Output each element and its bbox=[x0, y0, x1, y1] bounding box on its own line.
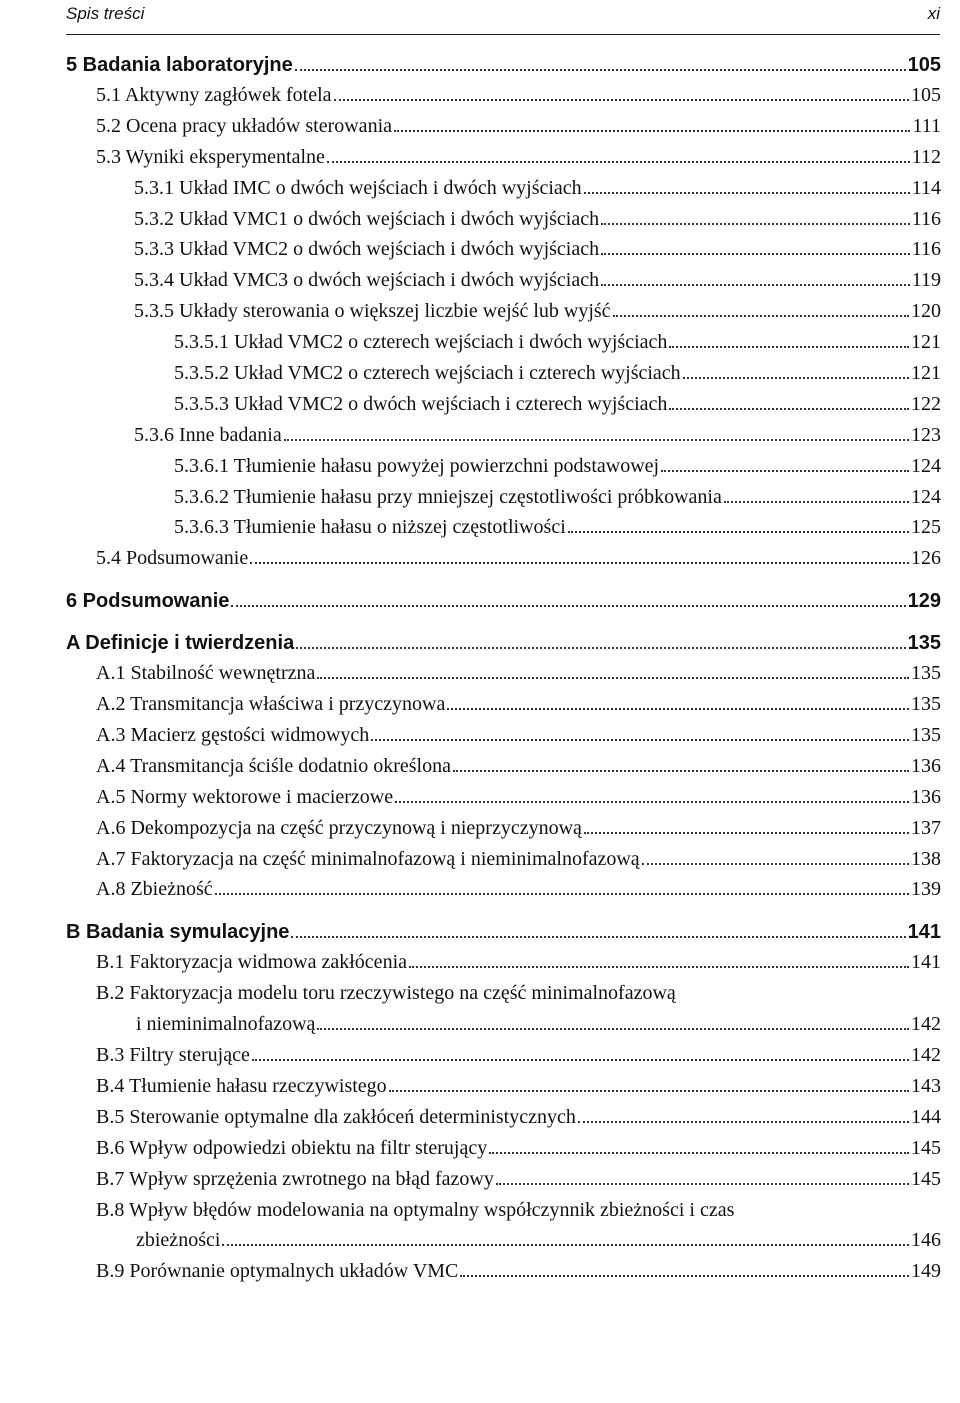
dot-leader bbox=[447, 708, 909, 710]
toc-entry-row bbox=[96, 878, 941, 909]
dot-leader bbox=[231, 605, 905, 607]
toc-entry-title: 5.3.5.1 Układ VMC2 o czterech wejściach i dwóch wyjściach bbox=[174, 331, 668, 354]
toc-entry-title: A.3 Macierz gęstości widmowych bbox=[96, 724, 370, 747]
dot-leader bbox=[317, 1028, 909, 1030]
toc-entry-title: B.2 Faktoryzacja modelu toru rzeczywistego na część minimalnofazową bbox=[96, 982, 676, 1005]
toc-entry-title: 5.3 Wyniki eksperymentalne bbox=[96, 145, 325, 168]
toc-entry-row bbox=[134, 177, 941, 208]
toc-entry-title: B.5 Sterowanie optymalne dla zakłóceń deterministycznych bbox=[96, 1105, 576, 1128]
toc-entry-title: 5.3.5.3 Układ VMC2 o dwóch wejściach i czterech wyjściach bbox=[174, 392, 668, 415]
toc-entry-row bbox=[134, 269, 941, 300]
toc-entry-title: 5.3.3 Układ VMC2 o dwóch wejściach i dwóch wyjściach bbox=[134, 238, 600, 261]
toc-entry-row bbox=[96, 755, 941, 786]
toc-entry-title: 5.3.6.3 Tłumienie hałasu o niższej częstotliwości bbox=[174, 516, 566, 539]
toc-section-entry[interactable] bbox=[66, 115, 941, 146]
dot-leader bbox=[295, 69, 906, 71]
dot-leader bbox=[334, 99, 910, 101]
toc-section-entry[interactable] bbox=[66, 393, 941, 424]
toc-page-number: 121 bbox=[911, 331, 941, 354]
toc-section-entry[interactable] bbox=[66, 1075, 941, 1106]
header-section-title: Spis treści bbox=[66, 4, 145, 23]
toc-section-entry[interactable] bbox=[66, 951, 941, 982]
toc-section-entry[interactable] bbox=[66, 724, 941, 755]
toc-entry-row bbox=[96, 817, 941, 848]
dot-leader bbox=[317, 677, 909, 679]
toc-entry-title: B.1 Faktoryzacja widmowa zakłócenia bbox=[96, 951, 407, 974]
toc-entry-title: zbieżności bbox=[136, 1229, 221, 1252]
toc-section-entry[interactable] bbox=[66, 146, 941, 177]
toc-entry-title: B.9 Porównanie optymalnych układów VMC bbox=[96, 1260, 459, 1283]
toc-page-number: 126 bbox=[911, 547, 941, 570]
toc-page-number: 124 bbox=[911, 454, 941, 477]
toc-page-number: 135 bbox=[911, 724, 941, 747]
toc-entry-title: B.3 Filtry sterujące bbox=[96, 1044, 250, 1067]
toc-entry-title: A.2 Transmitancja właściwa i przyczynowa bbox=[96, 693, 446, 716]
toc-entry-row bbox=[134, 300, 941, 331]
dot-leader bbox=[613, 315, 909, 317]
toc-page-number: 114 bbox=[911, 176, 941, 199]
toc-page-number: 116 bbox=[911, 238, 941, 261]
dot-leader bbox=[584, 832, 909, 834]
dot-leader bbox=[389, 1090, 909, 1092]
dot-leader bbox=[291, 936, 905, 938]
toc-page-number: 137 bbox=[911, 816, 941, 839]
toc-section-entry[interactable] bbox=[66, 424, 941, 455]
toc-entry-title: 5.3.6.1 Tłumienie hałasu powyżej powierzchni podstawowej bbox=[174, 454, 660, 477]
toc-entry-row bbox=[174, 362, 941, 393]
running-header bbox=[66, 0, 940, 35]
dot-leader bbox=[601, 223, 910, 225]
toc-page-number: 111 bbox=[912, 114, 941, 137]
dot-leader bbox=[601, 253, 910, 255]
toc-entry-title: 6 Podsumowanie bbox=[66, 590, 230, 613]
toc-entry-title: B.4 Tłumienie hałasu rzeczywistego bbox=[96, 1074, 387, 1097]
toc-entry-title: A.1 Stabilność wewnętrzna bbox=[96, 662, 316, 685]
toc-section-entry[interactable] bbox=[66, 269, 941, 300]
toc-section-entry[interactable] bbox=[66, 662, 941, 693]
toc-page-number: 121 bbox=[911, 362, 941, 385]
toc-page-number: 138 bbox=[911, 847, 941, 870]
toc-page-number: 129 bbox=[907, 590, 941, 613]
toc-page-number: 125 bbox=[911, 516, 941, 539]
dot-leader bbox=[724, 501, 909, 503]
dot-leader bbox=[409, 966, 909, 968]
toc-entry-row bbox=[66, 590, 941, 620]
toc-entry-row bbox=[96, 1229, 941, 1260]
toc-section-entry[interactable] bbox=[66, 848, 941, 879]
toc-section-entry[interactable] bbox=[66, 878, 941, 909]
toc-entry-row bbox=[96, 848, 941, 879]
toc-entry-row bbox=[96, 786, 941, 817]
toc-page-number: 112 bbox=[911, 145, 941, 168]
toc-section-entry[interactable] bbox=[66, 755, 941, 786]
toc-page-number: 144 bbox=[911, 1105, 941, 1128]
dot-leader bbox=[642, 863, 909, 865]
toc-entry-row bbox=[134, 424, 941, 455]
toc-page-number: 143 bbox=[911, 1074, 941, 1097]
toc-chapter-entry[interactable] bbox=[66, 921, 941, 951]
toc-entry-title: A.5 Normy wektorowe i macierzowe bbox=[96, 785, 394, 808]
toc-page-number: 105 bbox=[911, 84, 941, 106]
toc-entry-row bbox=[96, 724, 941, 755]
toc-entry-row bbox=[174, 331, 941, 362]
toc-entry-row bbox=[96, 1260, 941, 1291]
toc-entry-title: 5.3.6.2 Tłumienie hałasu przy mniejszej częstotliwości próbkowania bbox=[174, 485, 722, 508]
toc-entry-title: 5.3.5 Układy sterowania o większej liczbie wejść lub wyjść bbox=[134, 300, 611, 323]
toc-section-entry[interactable] bbox=[66, 1106, 941, 1137]
toc-entry-row bbox=[174, 486, 941, 517]
toc-section-entry[interactable] bbox=[66, 486, 941, 517]
toc-section-entry[interactable] bbox=[66, 455, 941, 486]
dot-leader bbox=[327, 161, 910, 163]
toc-page-number: 135 bbox=[911, 693, 941, 716]
dot-leader bbox=[394, 130, 910, 132]
toc-entry-title: A.4 Transmitancja ściśle dodatnio określona bbox=[96, 754, 451, 777]
toc-section-entry[interactable] bbox=[66, 177, 941, 208]
toc-entry-row bbox=[96, 1106, 941, 1137]
dot-leader bbox=[601, 284, 910, 286]
dot-leader bbox=[496, 1183, 909, 1185]
toc-entry-title: 5.4 Podsumowanie bbox=[96, 547, 249, 570]
toc-page-number: 149 bbox=[911, 1260, 941, 1283]
toc-entry-row bbox=[96, 547, 941, 578]
dot-leader bbox=[284, 439, 909, 441]
toc-page-number: 119 bbox=[911, 269, 941, 292]
dot-leader bbox=[296, 647, 905, 649]
toc-entry-title: B.7 Wpływ sprzężenia zwrotnego na błąd fazowy bbox=[96, 1167, 494, 1190]
toc-entry-title: 5.3.2 Układ VMC1 o dwóch wejściach i dwóch wyjściach bbox=[134, 207, 600, 230]
dot-leader bbox=[395, 801, 909, 803]
toc-entry-title: A.6 Dekompozycja na część przyczynową i nieprzyczynową bbox=[96, 816, 582, 839]
toc-page-number: 116 bbox=[911, 207, 941, 230]
toc-entry-title: 5.3.1 Układ IMC o dwóch wejściach i dwóch wyjściach bbox=[134, 176, 582, 199]
toc-page-number: 123 bbox=[911, 423, 941, 446]
header-page-number: xi bbox=[927, 4, 940, 23]
toc-page-number: 146 bbox=[911, 1229, 941, 1252]
toc-entry-row bbox=[66, 921, 941, 951]
dot-leader bbox=[371, 739, 909, 741]
toc-page-number: 141 bbox=[907, 921, 941, 944]
toc-chapter-entry[interactable] bbox=[66, 590, 941, 620]
toc-entry-title: A.8 Zbieżność bbox=[96, 878, 213, 901]
toc-entry-row bbox=[96, 662, 941, 693]
dot-leader bbox=[222, 1244, 909, 1246]
toc-page-number: 142 bbox=[911, 1044, 941, 1067]
toc-page-number: 142 bbox=[911, 1013, 941, 1036]
toc-page-number: 145 bbox=[911, 1136, 941, 1159]
dot-leader bbox=[250, 562, 909, 564]
dot-leader bbox=[584, 192, 910, 194]
toc-entry-row bbox=[174, 393, 941, 424]
toc-page-number: 105 bbox=[907, 54, 941, 76]
toc-section-entry[interactable] bbox=[66, 1044, 941, 1075]
dot-leader bbox=[669, 346, 909, 348]
toc-section-entry[interactable] bbox=[66, 362, 941, 393]
toc-page-number: 141 bbox=[911, 951, 941, 974]
toc-page-number: 145 bbox=[911, 1167, 941, 1190]
toc-entry-title: 5.3.6 Inne badania bbox=[134, 423, 282, 446]
toc-entry-row bbox=[96, 146, 941, 177]
toc-section-entry[interactable] bbox=[66, 300, 941, 331]
toc-entry-title: B.6 Wpływ odpowiedzi obiektu na filtr sterujący bbox=[96, 1136, 488, 1159]
toc-entry-row bbox=[66, 632, 941, 662]
toc-entry-title: 5.3.4 Układ VMC3 o dwóch wejściach i dwóch wyjściach bbox=[134, 269, 600, 292]
toc-entry-row bbox=[96, 1168, 941, 1199]
toc-entry-row bbox=[134, 238, 941, 269]
toc-section-entry[interactable] bbox=[66, 331, 941, 362]
toc-page-number: 122 bbox=[911, 392, 941, 415]
toc-chapter-entry[interactable] bbox=[66, 632, 941, 662]
toc-section-entry[interactable] bbox=[66, 693, 941, 724]
dot-leader bbox=[669, 408, 909, 410]
toc-section-entry[interactable] bbox=[66, 1199, 941, 1261]
toc-entry-title: B Badania symulacyjne bbox=[66, 921, 290, 944]
dot-leader bbox=[252, 1059, 909, 1061]
toc-chapter-entry[interactable] bbox=[66, 54, 941, 84]
table-of-contents bbox=[66, 54, 941, 1291]
toc-page-number: 136 bbox=[911, 754, 941, 777]
toc-entry-title: 5.3.5.2 Układ VMC2 o czterech wejściach i czterech wyjściach bbox=[174, 362, 681, 385]
toc-section-entry[interactable] bbox=[66, 84, 941, 115]
dot-leader bbox=[578, 1121, 909, 1123]
toc-section-entry[interactable] bbox=[66, 817, 941, 848]
toc-entry-row bbox=[96, 1075, 941, 1106]
toc-section-entry[interactable] bbox=[66, 1260, 941, 1291]
dot-leader bbox=[453, 770, 909, 772]
toc-entry-title: A.7 Faktoryzacja na część minimalnofazową i nieminimalnofazową bbox=[96, 847, 640, 870]
toc-section-entry[interactable] bbox=[66, 786, 941, 817]
toc-section-entry[interactable] bbox=[66, 547, 941, 578]
toc-page-number: 124 bbox=[911, 485, 941, 508]
toc-entry-title: 5 Badania laboratoryjne bbox=[66, 54, 293, 76]
dot-leader bbox=[568, 531, 909, 533]
toc-entry-row bbox=[134, 208, 941, 239]
toc-entry-title: A Definicje i twierdzenia bbox=[66, 632, 295, 655]
dot-leader bbox=[215, 893, 909, 895]
toc-page-number: 139 bbox=[911, 878, 941, 901]
toc-entry-row bbox=[96, 84, 941, 115]
toc-entry-row bbox=[174, 455, 941, 486]
toc-section-entry[interactable] bbox=[66, 208, 941, 239]
dot-leader bbox=[683, 377, 909, 379]
toc-entry-row bbox=[96, 1137, 941, 1168]
toc-entry-row bbox=[96, 115, 941, 146]
toc-section-entry[interactable] bbox=[66, 982, 941, 1044]
dot-leader bbox=[489, 1152, 909, 1154]
toc-entry-row bbox=[96, 1013, 941, 1044]
toc-section-entry[interactable] bbox=[66, 238, 941, 269]
toc-entry-row bbox=[96, 1044, 941, 1075]
toc-entry-title: i nieminimalnofazową bbox=[136, 1013, 316, 1036]
toc-entry-title: 5.1 Aktywny zagłówek fotela bbox=[96, 84, 332, 106]
toc-page-number: 120 bbox=[911, 300, 941, 323]
toc-section-entry[interactable] bbox=[66, 1137, 941, 1168]
dot-leader bbox=[661, 470, 909, 472]
toc-section-entry[interactable] bbox=[66, 516, 941, 547]
toc-page-number: 135 bbox=[907, 632, 941, 655]
toc-page-number: 136 bbox=[911, 785, 941, 808]
toc-entry-title: 5.2 Ocena pracy układów sterowania bbox=[96, 114, 392, 137]
toc-entry-row bbox=[96, 951, 941, 982]
toc-section-entry[interactable] bbox=[66, 1168, 941, 1199]
toc-entry-row bbox=[66, 54, 941, 84]
dot-leader bbox=[460, 1275, 909, 1277]
toc-page-number: 135 bbox=[911, 662, 941, 685]
toc-entry-title: B.8 Wpływ błędów modelowania na optymalny współczynnik zbieżności i czas bbox=[96, 1198, 735, 1221]
toc-entry-row bbox=[96, 693, 941, 724]
toc-entry-row bbox=[174, 516, 941, 547]
